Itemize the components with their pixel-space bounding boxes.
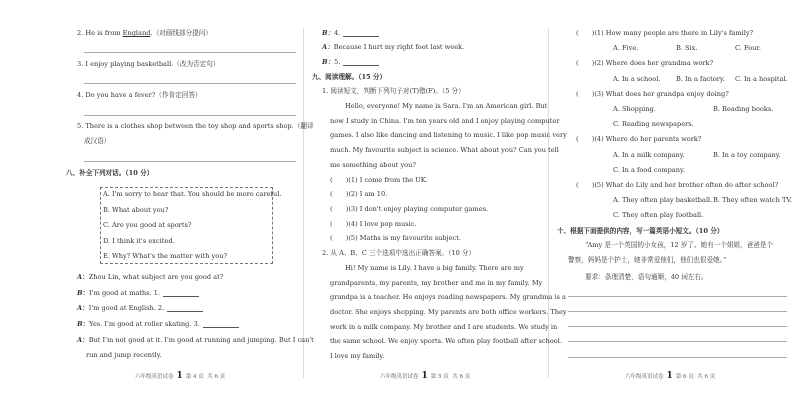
footer-page: 第 4 页 <box>185 374 204 380</box>
answer-blank[interactable] <box>343 30 379 37</box>
footer-total: 共 6 页 <box>697 374 716 380</box>
footer-title: 六年级英语试卷 <box>135 374 174 380</box>
passage-line: the same school. We enjoy sports. We often play football after school. <box>330 337 562 345</box>
answer-blank[interactable] <box>343 59 379 66</box>
dialog-line-cont: run and jump recently. <box>86 351 162 359</box>
mc-option: B. They often watch TV. <box>713 196 793 204</box>
dialog-text: Because I hurt my right foot last week. <box>333 43 465 51</box>
dialog-line: A：But I'm not good at it. I'm good at running and jumping. But I can't <box>77 336 314 344</box>
answer-blank[interactable] <box>167 305 203 312</box>
dialog-line <box>322 29 379 37</box>
writing-prompt-cont: 警察，妈妈是个护士，她非常爱他们，他们也很爱她。” <box>568 256 727 264</box>
mc-option: B. Reading books. <box>713 105 774 113</box>
speaker: A <box>77 273 83 281</box>
section-10-heading: 十、根据下面提供的内容，写一篇英语小短文。（10 分） <box>557 227 724 235</box>
option-c: C. Are you good at sports? <box>103 221 192 229</box>
logo-icon: 1 <box>666 371 673 381</box>
footer-page: 第 6 页 <box>675 374 694 380</box>
passage-line: I love my family. <box>330 352 385 360</box>
speaker: B <box>77 320 83 328</box>
mc-option: A. They often play basketball. <box>613 196 713 204</box>
passage-line: much. My favourite subject is science. What about you? Can you tell <box>330 146 559 154</box>
speaker: A <box>77 336 83 344</box>
logo-icon: 1 <box>421 371 428 381</box>
passage-line: me something about you? <box>330 161 416 169</box>
speaker: B <box>77 289 83 297</box>
dialog-text: I'm good at maths. 1. <box>89 289 161 297</box>
answer-blank[interactable] <box>203 321 239 328</box>
true-false-item: ( )(3) I don't enjoy playing computer games. <box>330 205 489 213</box>
footer-title: 六年级英语试卷 <box>380 374 419 380</box>
dialog-line: B：Yes. I'm good at roller skating. 3. <box>77 320 239 328</box>
logo-icon: 1 <box>176 371 183 381</box>
mc-option: A. In a school. <box>613 75 661 83</box>
passage-line: doctor. She enjoys shopping. My parents are both office workers. They <box>330 308 567 316</box>
option-b: B. What about you? <box>103 206 169 214</box>
page-footer <box>380 371 470 381</box>
true-false-item: ( )(4) I love pop music. <box>330 220 417 228</box>
writing-line[interactable] <box>568 357 787 358</box>
passage-line: Hello, everyone! My name is Sara. I'm an American girl. But <box>345 102 548 110</box>
question-text: 2. He is from <box>77 29 123 37</box>
writing-line[interactable] <box>568 311 787 312</box>
answer-line[interactable] <box>84 161 296 162</box>
page-footer <box>625 371 715 381</box>
option-a: A. I'm sorry to hear that. You should be more careful. <box>103 190 282 198</box>
section-8-heading: 八、补全下列对话。（10 分） <box>66 169 154 177</box>
question-2 <box>77 29 212 37</box>
part-1-heading: 1. 阅读短文，判断下列句子对(T)错(F)。（5 分） <box>322 87 465 95</box>
footer-total: 共 6 页 <box>207 374 226 380</box>
mc-option: B. In a factory. <box>676 75 725 83</box>
speaker: B： <box>322 29 335 37</box>
mc-option: B. In a toy company. <box>713 151 781 159</box>
writing-line[interactable] <box>568 296 787 297</box>
mc-option: C. Four. <box>735 44 761 52</box>
mc-option: A. Shopping. <box>613 105 656 113</box>
question-4: 4. Do you have a fever?（作肯定回答） <box>77 91 202 99</box>
writing-line[interactable] <box>568 341 787 342</box>
part-2-heading: 2. 从 A、B、C 三个选项中选出正确答案。（10 分） <box>322 249 476 257</box>
dialog-line: A：Zhou Lin, what subject are you good at? <box>77 273 224 281</box>
mc-option: C. They often play football. <box>613 211 704 219</box>
column-separator <box>303 28 304 378</box>
mc-question: ( )(2) Where does her grandma work? <box>576 59 714 67</box>
passage-line: now I study in China. I'm ten years old and I enjoy playing computer <box>330 117 560 125</box>
true-false-item: ( )(1) I come from the UK. <box>330 176 428 184</box>
true-false-item: ( )(5) Maths is my favourite subject. <box>330 234 461 242</box>
mc-option: C. Reading newspapers. <box>613 120 694 128</box>
mc-option: A. In a milk company. <box>613 151 685 159</box>
mc-question: ( )(5) What do Lily and her brother often do after school? <box>576 181 779 189</box>
speaker: A <box>77 304 83 312</box>
page-footer <box>135 371 225 381</box>
mc-option: B. Six. <box>676 44 698 52</box>
answer-line[interactable] <box>84 52 296 53</box>
mc-question: ( )(1) How many people are there in Lily's family? <box>576 29 754 37</box>
footer-total: 共 6 页 <box>452 374 471 380</box>
passage-line: Hi! My name is Lily. I have a big family. There are my <box>345 264 524 272</box>
dialog-text: Zhou Lin, what subject are you good at? <box>88 273 224 281</box>
question-5-cont: 成汉语） <box>84 137 111 145</box>
mc-question: ( )(3) What does her grandpa enjoy doing? <box>576 90 729 98</box>
dialog-line: A：I'm good at English. 2. <box>77 304 203 312</box>
answer-blank[interactable] <box>163 290 199 297</box>
question-instruction: .（对画线部分提问） <box>150 29 212 37</box>
dialog-line: B：I'm good at maths. 1. <box>77 289 199 297</box>
footer-page: 第 5 页 <box>430 374 449 380</box>
passage-line: grandpa is a teacher. He enjoys reading newspapers. My grandma is a <box>330 293 566 301</box>
mc-question: ( )(4) Where do her parents work? <box>576 135 702 143</box>
dialog-text: I'm good at English. 2. <box>88 304 165 312</box>
true-false-item: ( )(2) I am 10. <box>330 190 388 198</box>
speaker: B： <box>322 58 335 66</box>
writing-line[interactable] <box>568 326 787 327</box>
underlined-word: England <box>122 29 151 37</box>
passage-line: grandparents, my parents, my brother and me in my family. My <box>330 279 543 287</box>
writing-requirements: 要求：条理清楚，语句通顺，40 词左右。 <box>585 273 708 281</box>
writing-prompt: “Amy 是一个英国的小女孩，12 岁了。她有一个姐姐，爸爸是个 <box>585 241 774 249</box>
dialog-text: Yes. I'm good at roller skating. 3. <box>89 320 200 328</box>
footer-title: 六年级英语试卷 <box>625 374 664 380</box>
question-3: 3. I enjoy playing basketball.（改为否定句） <box>77 60 220 68</box>
mc-option: A. Five. <box>613 44 639 52</box>
dialog-line <box>322 43 464 51</box>
dialog-text: But I'm not good at it. I'm good at running and jumping. But I can't <box>88 336 314 344</box>
section-9-heading: 九、阅读理解。（15 分） <box>312 73 387 81</box>
passage-line: games. I also like dancing and listening to music. I like pop music very <box>330 131 567 139</box>
mc-option: C. In a food company. <box>613 166 685 174</box>
question-5: 5. There is a clothes shop between the toy shop and sports shop.（翻译 <box>77 122 314 130</box>
option-d: D. I think it's excited. <box>103 237 175 245</box>
dialog-text: 4. <box>334 29 341 37</box>
dialog-line <box>322 58 379 66</box>
answer-line[interactable] <box>84 115 296 116</box>
mc-option: C. In a hospital. <box>735 75 788 83</box>
passage-line: work in a milk company. My brother and I are students. We study in <box>330 323 558 331</box>
dialog-text: 5. <box>334 58 341 66</box>
answer-line[interactable] <box>84 83 296 84</box>
speaker: A： <box>322 43 334 51</box>
option-e: E. Why? What's the matter with you? <box>103 252 228 260</box>
